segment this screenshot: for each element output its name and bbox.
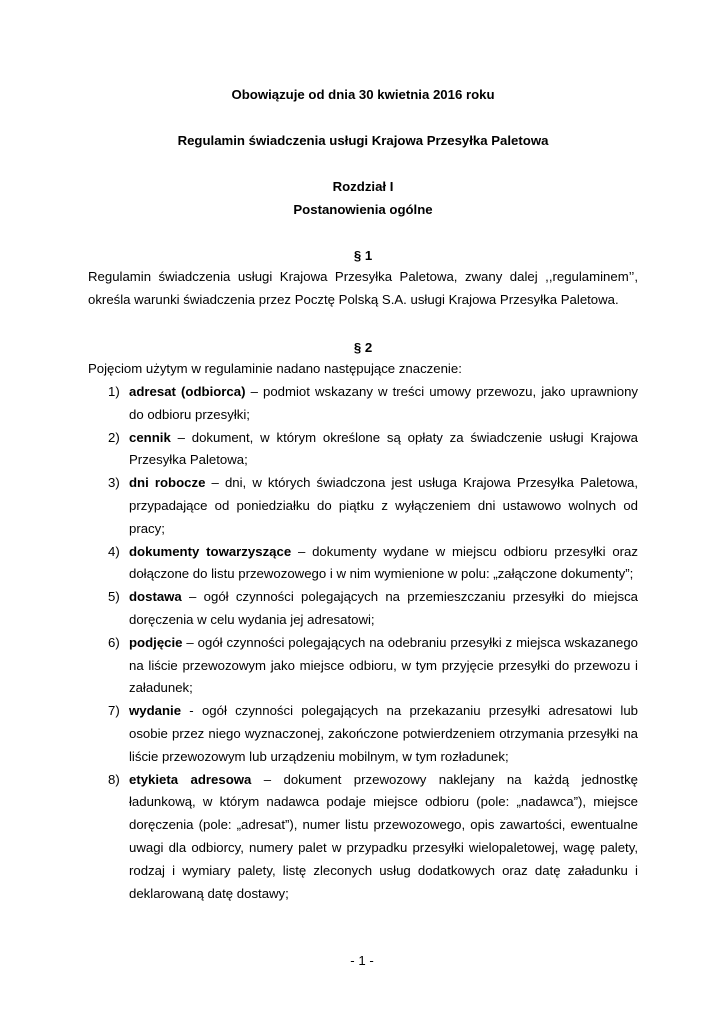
page-number: - 1 - bbox=[350, 953, 374, 968]
list-item bbox=[88, 700, 638, 768]
definitions-list bbox=[88, 381, 638, 905]
item-number: 4) bbox=[108, 543, 120, 559]
item-number: 3) bbox=[108, 475, 120, 491]
item-definition: – ogół czynności polegających na przemieszczaniu przesyłki do miejsca doręczenia w celu wydania jej adresatowi; bbox=[129, 589, 638, 627]
list-item bbox=[88, 427, 638, 473]
section-2-mark: § 2 bbox=[353, 340, 373, 355]
item-term: dokumenty towarzyszące bbox=[129, 543, 292, 559]
list-item bbox=[88, 769, 638, 906]
item-definition: – dokument, w którym określone są opłaty za świadczenie usługi Krajowa Przesyłka Paletowa; bbox=[129, 429, 638, 468]
list-item bbox=[88, 472, 638, 540]
section-1-text: Regulamin świadczenia usługi Krajowa Przesyłka Paletowa, zwany dalej ,,regulaminem’’, określa warunki świadczenia przez Pocztę Polską S.A. usługi Krajowa Przesyłka Paletowa. bbox=[88, 269, 638, 307]
item-term: dostawa bbox=[129, 589, 182, 605]
item-term: adresat (odbiorca) bbox=[129, 384, 246, 399]
list-item bbox=[88, 632, 638, 700]
list-item bbox=[88, 381, 638, 427]
item-definition: – dokumenty wydane w miejscu odbioru przesyłki oraz dołączone do listu przewozowego i w nim wymienione w polu: „załączone dokumenty”; bbox=[129, 543, 638, 582]
item-number: 1) bbox=[108, 384, 120, 399]
item-term: cennik bbox=[129, 429, 171, 445]
item-definition: – dni, w których świadczona jest usługa Krajowa Przesyłka Paletowa, przypadające od poniedziałku do piątku z wyłączeniem dni ustawowo wolnych od pracy; bbox=[129, 475, 638, 536]
chapter-title: Postanowienia ogólne bbox=[293, 202, 433, 217]
item-term: etykieta adresowa bbox=[129, 771, 252, 787]
validity-date: Obowiązuje od dnia 30 kwietnia 2016 roku bbox=[231, 87, 495, 102]
document-title: Regulamin świadczenia usługi Krajowa Przesyłka Paletowa bbox=[177, 133, 549, 148]
item-number: 6) bbox=[108, 634, 120, 650]
list-item bbox=[88, 541, 638, 587]
item-definition: – podmiot wskazany w treści umowy przewozu, jako uprawniony do odbioru przesyłki; bbox=[129, 384, 638, 422]
item-number: 5) bbox=[108, 589, 120, 605]
section-1-mark: § 1 bbox=[353, 248, 373, 263]
item-term: dni robocze bbox=[129, 475, 206, 491]
item-number: 7) bbox=[108, 703, 120, 719]
chapter-number: Rozdział I bbox=[332, 179, 394, 194]
item-term: podjęcie bbox=[129, 634, 183, 650]
item-definition: – ogół czynności polegających na odebraniu przesyłki z miejsca wskazanego na liście przewozowym jako miejsce odbioru, w tym przyjęcie przesyłki do przewozu i załadunek; bbox=[129, 634, 638, 696]
item-number: 8) bbox=[108, 771, 120, 787]
item-definition: - ogół czynności polegających na przekazaniu przesyłki adresatowi lub osobie przez niego wyznaczonej, zakończone potwierdzeniem otrzymania przesyłki na liście przewozowym lub urządzeniu mobilnym, w tym rozładunek; bbox=[129, 703, 638, 764]
item-term: wydanie bbox=[129, 703, 182, 719]
item-definition: – dokument przewozowy naklejany na każdą jednostkę ładunkową, w którym nadawca podaje miejsce odbioru (pole: „nadawca”), miejsce doręczenia (pole: „adresat”), numer listu przewozowego, opis zawartości, ewentualne uwagi dla odbiorcy, numery palet w przypadku przesyłki wielopaletowej, wagę palety, rodzaj i wymiary palety, listę zleconych usług dodatkowych oraz datę załadunku i deklarowaną datę dostawy; bbox=[129, 771, 638, 901]
item-number: 2) bbox=[108, 429, 120, 445]
section-2-intro: Pojęciom użytym w regulaminie nadano następujące znaczenie: bbox=[88, 361, 462, 376]
list-item bbox=[88, 586, 638, 632]
